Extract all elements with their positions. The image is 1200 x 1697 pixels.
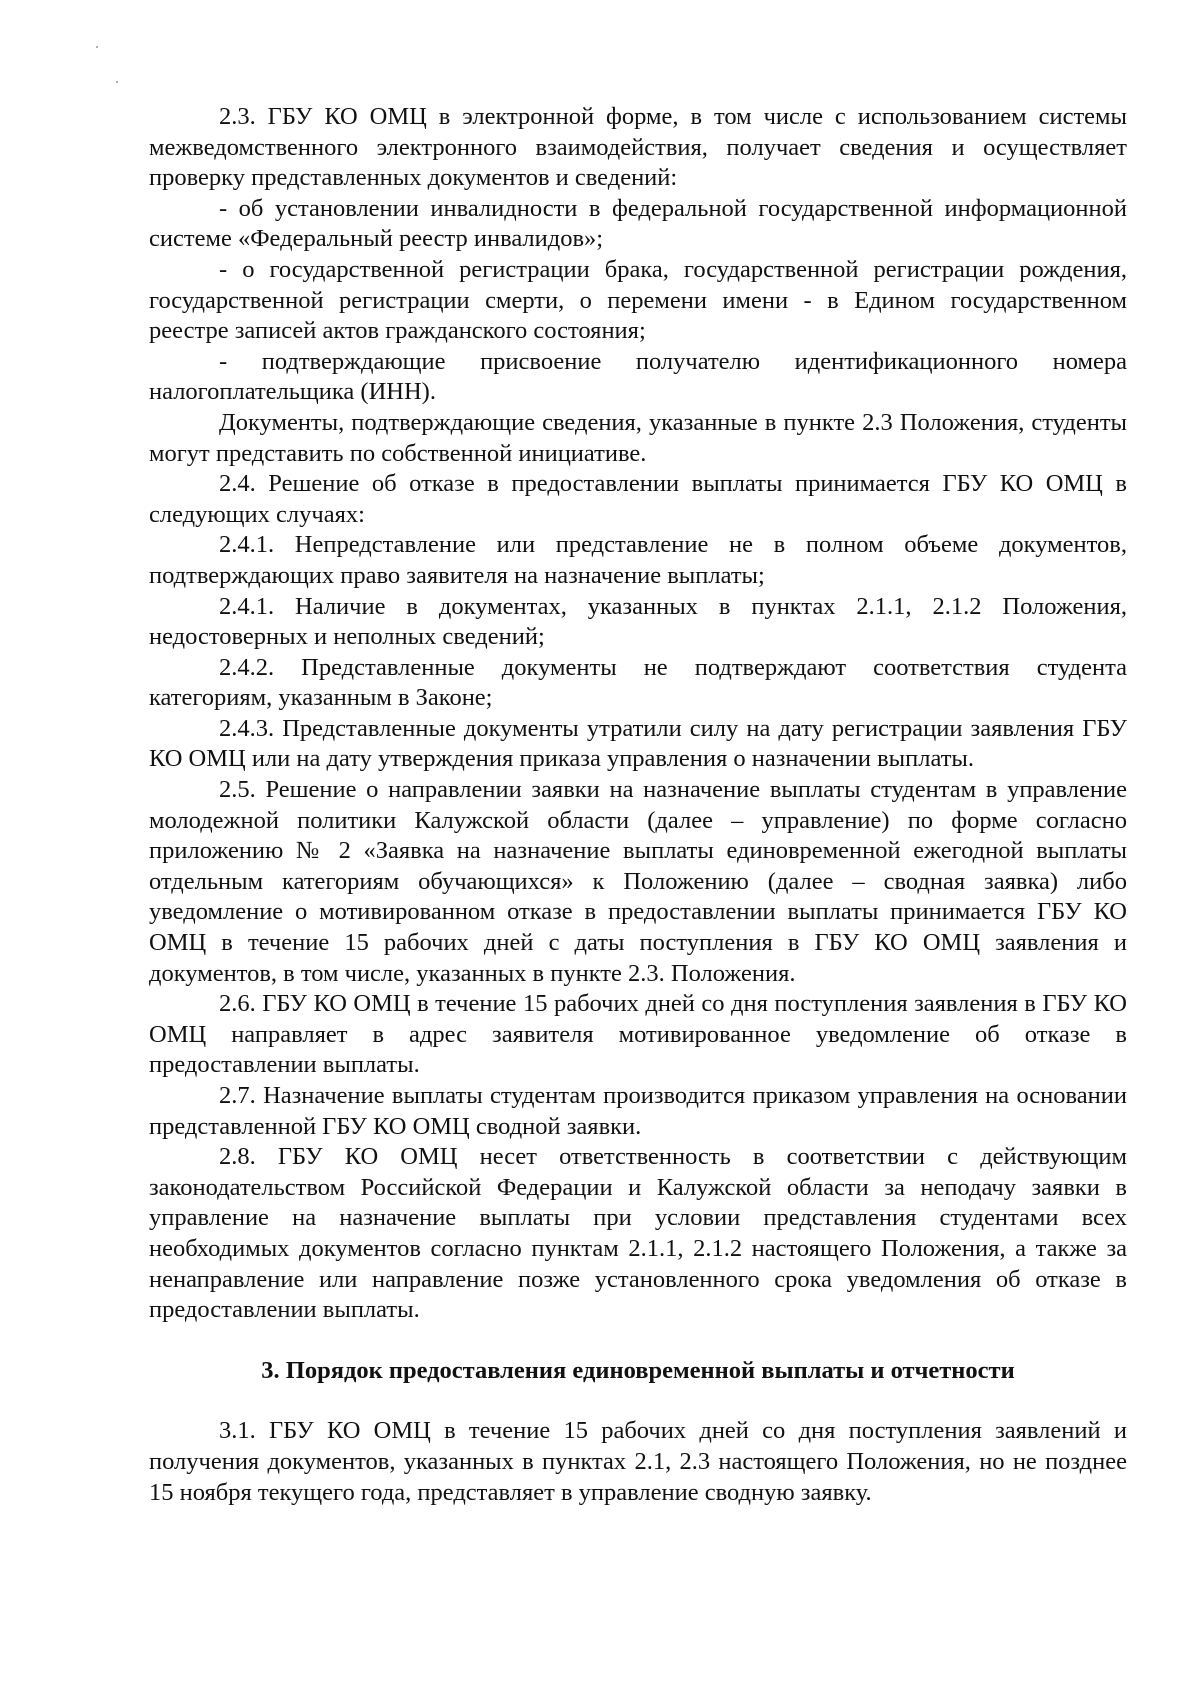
paragraph-3-1: 3.1. ГБУ КО ОМЦ в течение 15 рабочих дней со дня поступления заявлений и получения документов, указанных в пунктах 2.1, 2.3 настоящего Положения, но не позднее 15 ноября текущего года, представляет в управление сводную заявку. <box>149 1417 1127 1506</box>
section-title: 3. Порядок предоставления единовременной выплаты и отчетности <box>261 1356 1015 1384</box>
paragraph-2-4: 2.4. Решение об отказе в предоставлении выплаты принимается ГБУ КО ОМЦ в следующих случаях: <box>149 470 1127 528</box>
bullet-inn: - подтверждающие присвоение получателю идентификационного номера налогоплательщика (ИНН). <box>149 347 1127 406</box>
paragraph-2-4-1-b: 2.4.1. Наличие в документах, указанных в пунктах 2.1.1, 2.1.2 Положения, недостоверных и неполных сведений; <box>149 592 1127 651</box>
paragraph-2-3: 2.3. ГБУ КО ОМЦ в электронной форме, в том числе с использованием системы межведомственного электронного взаимодействия, получает сведения и осуществляет проверку представленных документов и сведений: <box>149 103 1127 192</box>
paragraph-2-4-2: 2.4.2. Представленные документы не подтверждают соответствия студента категориям, указанным в Законе; <box>149 653 1127 712</box>
paragraph-2-8: 2.8. ГБУ КО ОМЦ несет ответственность в соответствии с действующим законодательством Российской Федерации и Калужской области за неподачу заявки в управление на назначение выплаты при условии представления студентами всех необходимых документов согласно пунктам 2.1.1, 2.1.2 настоящего Положения, а также за ненаправление или направление позже установленного срока уведомления об отказе в предоставлении выплаты. <box>149 1143 1127 1324</box>
document-body <box>149 102 1127 1508</box>
paragraph-2-4-3: 2.4.3. Представленные документы утратили силу на дату регистрации заявления ГБУ КО ОМЦ или на дату утверждения приказа управления о назначении выплаты. <box>149 714 1127 773</box>
bullet-civil-registry: - о государственной регистрации брака, государственной регистрации рождения, государственной регистрации смерти, о перемени имени - в Едином государственном реестре записей актов гражданского состояния; <box>149 255 1127 345</box>
bullet-disability-registry: - об установлении инвалидности в федеральной государственной информационной системе «Федеральный реестр инвалидов»; <box>149 194 1127 253</box>
paragraph-2-5: 2.5. Решение о направлении заявки на назначение выплаты студентам в управление молодежной политики Калужской области (далее – управление) по форме согласно приложению № 2 «Заявка на назначение выплаты единовременной ежегодной выплаты отдельным категориям обучающихся» к Положению (далее – сводная заявка) либо уведомление о мотивированном отказе в предоставлении выплаты принимается ГБУ КО ОМЦ в течение 15 рабочих дней с даты поступления в ГБУ КО ОМЦ заявления и документов, в том числе, указанных в пункте 2.3. Положения. <box>149 776 1127 987</box>
scan-speck <box>96 46 98 48</box>
paragraph-2-6: 2.6. ГБУ КО ОМЦ в течение 15 рабочих дней со дня поступления заявления в ГБУ КО ОМЦ направляет в адрес заявителя мотивированное уведомление об отказе в предоставлении выплаты. <box>149 990 1127 1079</box>
paragraph-2-7: 2.7. Назначение выплаты студентам производится приказом управления на основании представленной ГБУ КО ОМЦ сводной заявки. <box>149 1082 1127 1140</box>
scan-speck <box>116 81 118 83</box>
paragraph-own-initiative: Документы, подтверждающие сведения, указанные в пункте 2.3 Положения, студенты могут представить по собственной инициативе. <box>149 408 1127 467</box>
paragraph-2-4-1-a: 2.4.1. Непредставление или представление не в полном объеме документов, подтверждающих право заявителя на назначение выплаты; <box>149 531 1127 589</box>
